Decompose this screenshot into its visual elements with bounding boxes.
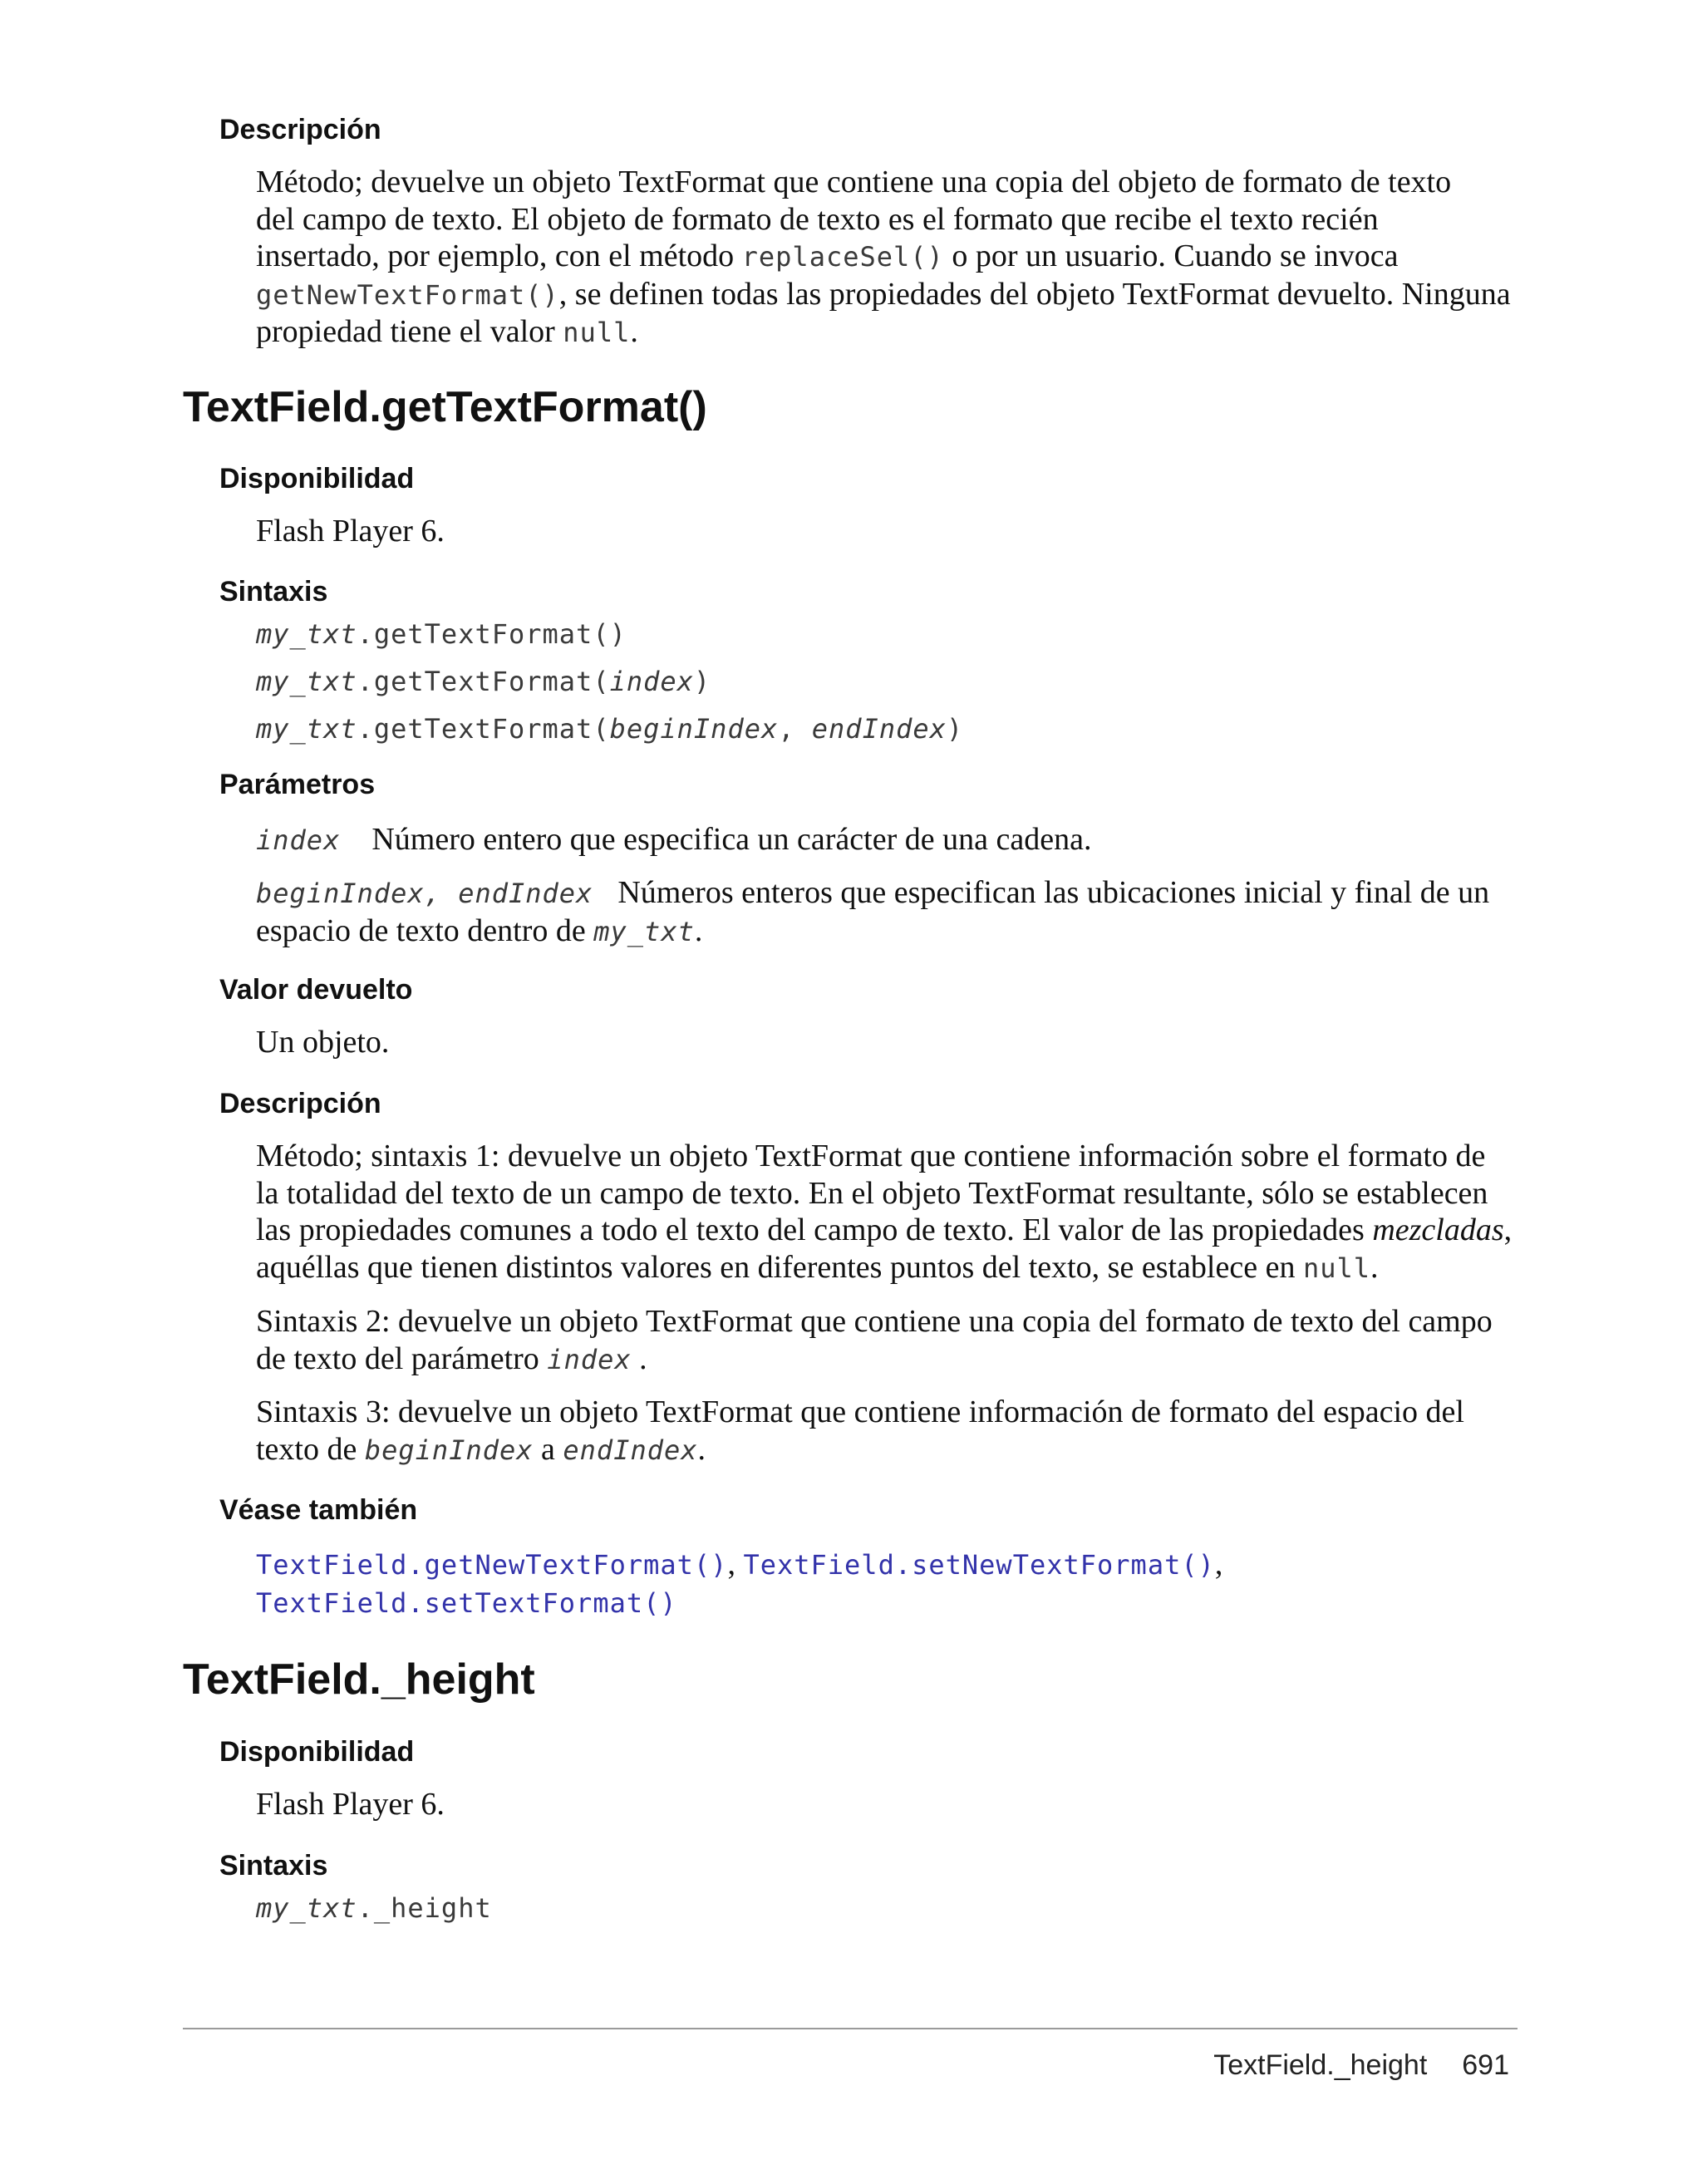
- section-heading-descripcion-2: Descripción: [219, 1088, 381, 1119]
- section-heading-valor-devuelto: Valor devuelto: [219, 974, 413, 1006]
- footer-divider: [183, 2028, 1518, 2029]
- section-heading-sintaxis: Sintaxis: [219, 576, 328, 607]
- description-paragraph-2: Sintaxis 2: devuelve un objeto TextFormat que contiene una copia del formato de texto del campo de texto del parámetro index .: [256, 1304, 1493, 1376]
- availability-text: Flash Player 6.: [256, 514, 445, 548]
- description-paragraph-1: Método; sintaxis 1: devuelve un objeto TextFormat que contiene información sobre el formato de la totalidad del texto de un campo de texto. En el objeto TextFormat resultante, sólo se establecen las propiedades comunes a todo el texto del campo de texto. El valor de las propiedades mezcladas, aquéllas que tienen distintos valores en diferentes puntos del texto, se establece en null.: [256, 1139, 1513, 1285]
- parameter-begin-end: beginIndex, endIndex Números enteros que especifican las ubicaciones inicial y final de un espacio de texto dentro de my_txt.: [256, 875, 1490, 948]
- code-replacesel: replaceSel(): [741, 241, 944, 273]
- see-also-links: TextField.getNewTextFormat(), TextField.setNewTextFormat(), TextField.setTextFormat(): [256, 1547, 1223, 1619]
- section-heading-vease-tambien: Véase también: [219, 1494, 418, 1526]
- syntax-line-height: my_txt._height: [256, 1892, 492, 1924]
- section-heading-disponibilidad: Disponibilidad: [219, 463, 415, 494]
- section-heading-sintaxis-2: Sintaxis: [219, 1850, 328, 1881]
- footer-label: TextField._height: [1213, 2049, 1428, 2081]
- syntax-line-1: my_txt.getTextFormat(): [256, 618, 627, 650]
- description-paragraph: Método; devuelve un objeto TextFormat que contiene una copia del objeto de formato de texto del campo de texto. El objeto de formato de texto es el formato que recibe el texto recién insertado, por ejemplo, con el método replaceSel() o por un usuario. Cuando se invoca getNewTextFormat(), se definen todas las propiedades del objeto TextFormat devuelto. Ninguna propiedad tiene el valor null.: [256, 165, 1511, 349]
- section-heading-descripcion: Descripción: [219, 114, 381, 145]
- link-getnewtextformat[interactable]: TextField.getNewTextFormat(): [256, 1549, 728, 1581]
- parameter-index: index Número entero que especifica un carácter de una cadena.: [256, 822, 1092, 857]
- param-name-beginindex-endindex: beginIndex, endIndex: [256, 878, 593, 909]
- entry-title-gettextformat: TextField.getTextFormat(): [183, 383, 707, 431]
- param-name-index: index: [256, 824, 341, 856]
- code-getnewtextformat: getNewTextFormat(): [256, 278, 559, 311]
- entry-title-height: TextField._height: [183, 1655, 535, 1704]
- section-heading-disponibilidad-2: Disponibilidad: [219, 1736, 415, 1768]
- link-settextformat[interactable]: TextField.setTextFormat(): [256, 1586, 677, 1619]
- return-value-text: Un objeto.: [256, 1025, 390, 1060]
- page-number: 691: [1462, 2049, 1509, 2081]
- section-heading-parametros: Parámetros: [219, 769, 376, 800]
- code-null: null: [563, 317, 631, 348]
- syntax-line-2: my_txt.getTextFormat(index): [256, 666, 711, 697]
- page-footer: [1213, 2049, 1509, 2082]
- description-paragraph-3: Sintaxis 3: devuelve un objeto TextFormat que contiene información de formato del espacio del texto de beginIndex a endIndex.: [256, 1395, 1464, 1467]
- availability-text-2: Flash Player 6.: [256, 1787, 445, 1822]
- link-setnewtextformat[interactable]: TextField.setNewTextFormat(): [743, 1549, 1215, 1581]
- syntax-line-3: my_txt.getTextFormat(beginIndex, endIndex): [256, 713, 964, 745]
